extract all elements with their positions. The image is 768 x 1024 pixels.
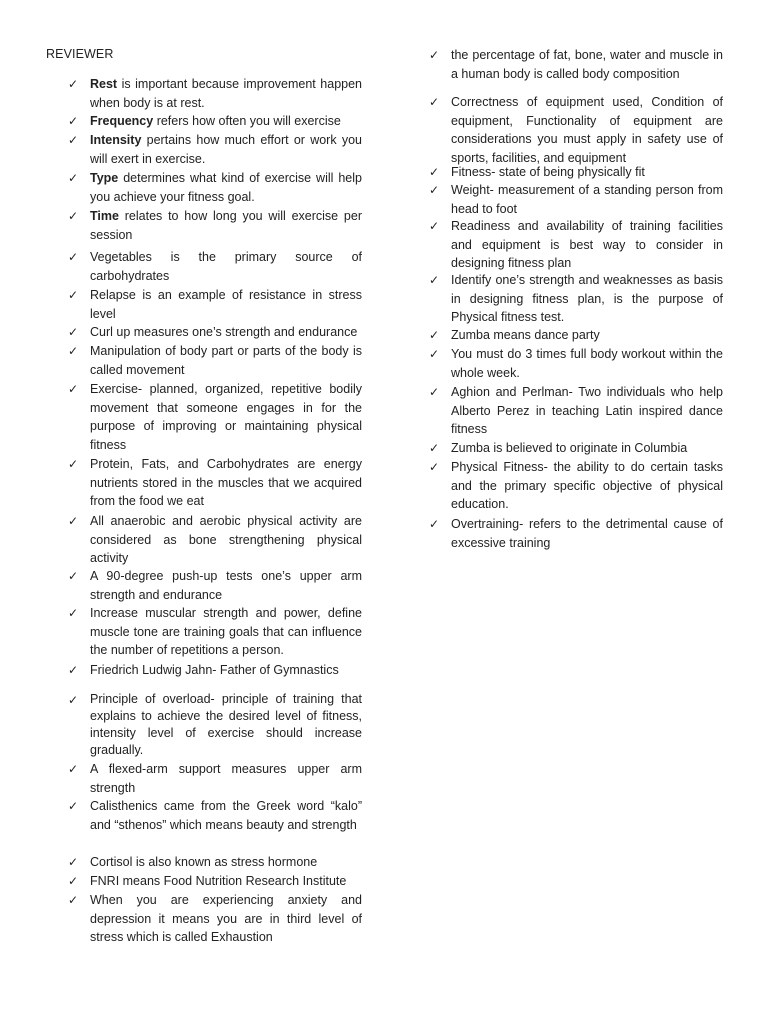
list-item (68, 797, 362, 834)
list-item (68, 891, 362, 947)
item-text: FNRI means Food Nutrition Research Institute (90, 874, 347, 888)
checkmark-icon: ✓ (68, 855, 79, 869)
list-item (68, 760, 362, 797)
item-text: Cortisol is also known as stress hormone (90, 855, 318, 869)
bold-term: Intensity (90, 133, 142, 147)
list-item (68, 691, 362, 759)
checkmark-icon: ✓ (429, 219, 440, 233)
checkmark-icon: ✓ (429, 48, 440, 62)
item-text: Correctness of equipment used, Condition of equipment, Functionality of equipment are considerations you must apply in safety use of sports, facilities, and equipment (451, 95, 723, 165)
list-item (429, 163, 723, 182)
checkmark-icon: ✓ (68, 209, 79, 223)
list-item (68, 661, 362, 680)
item-text: Weight- measurement of a standing person from head to foot (451, 183, 723, 216)
item-text: is important because improvement happen when body is at rest. (90, 77, 362, 110)
checkmark-icon: ✓ (68, 288, 79, 302)
list-item (68, 131, 362, 168)
list-item (68, 169, 362, 206)
checkmark-icon: ✓ (68, 874, 79, 888)
list-item (68, 207, 362, 244)
list-item (429, 458, 723, 514)
checkmark-icon: ✓ (68, 799, 79, 813)
checkmark-icon: ✓ (429, 517, 440, 531)
item-text: Aghion and Perlman- Two individuals who help Alberto Perez in teaching Latin inspired dance fitness (451, 385, 723, 437)
checkmark-icon: ✓ (68, 457, 79, 471)
item-text: Zumba is believed to originate in Columbia (451, 441, 688, 455)
list-item (68, 604, 362, 660)
item-text: Principle of overload- principle of training that explains to achieve the desired level of fitness, intensity level of exercise should increase gradually. (90, 692, 362, 757)
page-title: REVIEWER (46, 47, 114, 61)
item-text: When you are experiencing anxiety and depression it means you are in third level of stress which is called Exhaustion (90, 893, 362, 945)
item-text: Friedrich Ludwig Jahn- Father of Gymnastics (90, 663, 339, 677)
item-text: pertains how much effort or work you will exert in exercise. (90, 133, 362, 166)
item-text: Curl up measures one’s strength and endurance (90, 325, 358, 339)
checkmark-icon: ✓ (68, 569, 79, 583)
item-text: Vegetables is the primary source of carbohydrates (90, 250, 362, 283)
checkmark-icon: ✓ (68, 663, 79, 677)
checkmark-icon: ✓ (429, 95, 440, 109)
checkmark-icon: ✓ (429, 183, 440, 197)
item-text: refers how often you will exercise (153, 114, 341, 128)
checkmark-icon: ✓ (68, 514, 79, 528)
checkmark-icon: ✓ (68, 762, 79, 776)
list-item (68, 248, 362, 285)
list-item (429, 383, 723, 439)
list-item (429, 271, 723, 327)
checkmark-icon: ✓ (429, 273, 440, 287)
list-item (68, 75, 362, 112)
bold-term: Time (90, 209, 119, 223)
item-text: All anaerobic and aerobic physical activity are considered as bone strengthening physical activity (90, 514, 362, 566)
item-text: the percentage of fat, bone, water and muscle in a human body is called body composition (451, 48, 723, 81)
checkmark-icon: ✓ (429, 441, 440, 455)
list-item (68, 380, 362, 454)
item-text: Physical Fitness- the ability to do certain tasks and the primary specific objective of physical education. (451, 460, 723, 512)
bold-term: Frequency (90, 114, 154, 128)
list-item (429, 345, 723, 382)
item-text: Relapse is an example of resistance in stress level (90, 288, 362, 321)
checkmark-icon: ✓ (68, 693, 79, 707)
checkmark-icon: ✓ (429, 347, 440, 361)
item-text: A 90-degree push-up tests one’s upper arm strength and endurance (90, 569, 362, 602)
bold-term: Type (90, 171, 119, 185)
checkmark-icon: ✓ (429, 328, 440, 342)
item-text: A flexed-arm support measures upper arm strength (90, 762, 362, 795)
checkmark-icon: ✓ (68, 171, 79, 185)
list-item (68, 323, 362, 342)
checkmark-icon: ✓ (68, 344, 79, 358)
item-text: determines what kind of exercise will help you achieve your fitness goal. (90, 171, 362, 204)
checkmark-icon: ✓ (68, 382, 79, 396)
item-text: Readiness and availability of training facilities and equipment is best way to consider in designing fitness plan (451, 219, 723, 271)
list-item (68, 567, 362, 604)
list-item (429, 515, 723, 552)
item-text: Manipulation of body part or parts of the body is called movement (90, 344, 362, 377)
checkmark-icon: ✓ (68, 114, 79, 128)
item-text: Overtraining- refers to the detrimental cause of excessive training (451, 517, 723, 550)
item-text: Zumba means dance party (451, 328, 600, 342)
list-item (68, 872, 362, 891)
checkmark-icon: ✓ (429, 460, 440, 474)
item-text: Protein, Fats, and Carbohydrates are energy nutrients stored in the muscles that we acquired from the food we eat (90, 457, 362, 509)
checkmark-icon: ✓ (68, 77, 79, 91)
item-text: Calisthenics came from the Greek word “kalo” and “sthenos” which means beauty and strength (90, 799, 362, 832)
list-item (68, 112, 362, 131)
list-item (68, 455, 362, 511)
item-text: Fitness- state of being physically fit (451, 165, 645, 179)
list-item (429, 93, 723, 167)
list-item (68, 512, 362, 568)
item-text: You must do 3 times full body workout within the whole week. (451, 347, 723, 380)
list-item (429, 439, 723, 458)
list-item (429, 326, 723, 345)
list-item (68, 853, 362, 872)
list-item (429, 217, 723, 273)
list-item (68, 342, 362, 379)
item-text: Exercise- planned, organized, repetitive bodily movement that someone engages in for the purpose of improving or maintaining physical fitness (90, 382, 362, 452)
list-item (68, 286, 362, 323)
list-item (429, 46, 723, 83)
item-text: Increase muscular strength and power, define muscle tone are training goals that can influence the number of repetitions a person. (90, 606, 362, 658)
checkmark-icon: ✓ (68, 250, 79, 264)
checkmark-icon: ✓ (68, 133, 79, 147)
checkmark-icon: ✓ (429, 165, 440, 179)
checkmark-icon: ✓ (68, 606, 79, 620)
list-item (429, 181, 723, 218)
checkmark-icon: ✓ (68, 893, 79, 907)
checkmark-icon: ✓ (68, 325, 79, 339)
bold-term: Rest (90, 77, 118, 91)
item-text: relates to how long you will exercise per session (90, 209, 362, 242)
checkmark-icon: ✓ (429, 385, 440, 399)
item-text: Identify one’s strength and weaknesses as basis in designing fitness plan, is the purpose of Physical fitness test. (451, 273, 723, 325)
